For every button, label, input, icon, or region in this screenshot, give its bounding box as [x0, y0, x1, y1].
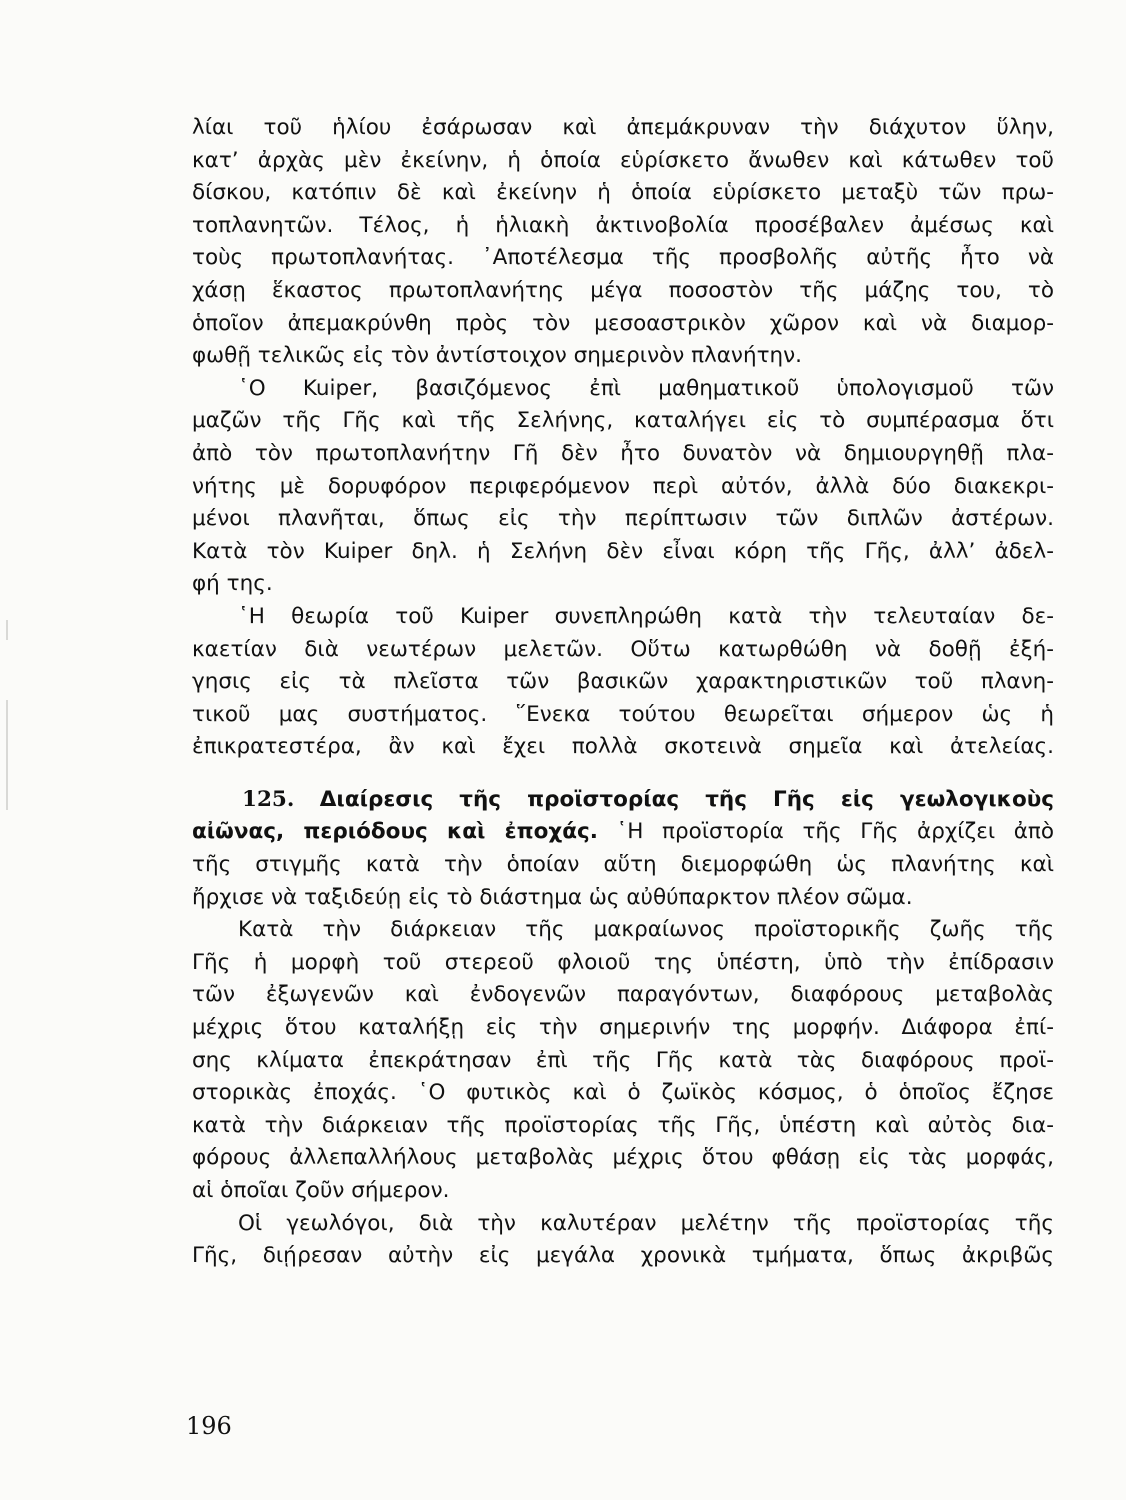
paragraph-1: [192, 112, 1054, 373]
text-line: ῾Η θεωρία τοῦ Kuiper συνεπληρώθη κατὰ τὴν τελευταίαν δε-: [238, 603, 1054, 629]
paragraph-2: [192, 373, 1054, 601]
page-number: 196: [186, 1412, 232, 1440]
section-heading-continued: [192, 816, 1054, 849]
text-line: τοπλανητῶν. Τέλος, ἡ ἡλιακὴ ἀκτινοβολία προσέβαλεν ἀμέσως καὶ: [192, 212, 1054, 238]
paragraph-5: [192, 1208, 1054, 1273]
text-line: ἤρχισε νὰ ταξιδεύῃ εἰς τὸ διάστημα ὡς αὐθύπαρκτον πλέον σῶμα.: [192, 884, 913, 910]
scan-margin-mark: [6, 620, 8, 640]
text-line: μέχρις ὅτου καταλήξῃ εἰς τὴν σημερινήν της μορφήν. Διάφορα ἐπί-: [192, 1015, 1054, 1041]
text-line: καετίαν διὰ νεωτέρων μελετῶν. Οὕτω κατωρθώθη νὰ δοθῇ ἐξή-: [192, 636, 1054, 662]
section-title: Διαίρεσις τῆς προϊστορίας τῆς Γῆς εἰς γεωλογικοὺς: [319, 786, 1054, 812]
text-line: γησις εἰς τὰ πλεῖστα τῶν βασικῶν χαρακτηριστικῶν τοῦ πλανη-: [192, 669, 1054, 695]
text-line: ὁποῖον ἀπεμακρύνθη πρὸς τὸν μεσοαστρικὸν χῶρον καὶ νὰ διαμορ-: [192, 310, 1054, 336]
text-line: φωθῇ τελικῶς εἰς τὸν ἀντίστοιχον σημερινὸν πλανήτην.: [192, 343, 802, 369]
text-line: Γῆς, διῄρεσαν αὐτὴν εἰς μεγάλα χρονικὰ τμήματα, ὅπως ἀκριβῶς: [192, 1243, 1054, 1269]
text-line: φή της.: [192, 571, 273, 597]
section-number: 125.: [242, 786, 295, 812]
text-line: νήτης μὲ δορυφόρον περιφερόμενον περὶ αὐτόν, ἀλλὰ δύο διακεκρι-: [192, 473, 1054, 499]
section-125: [192, 784, 1054, 914]
text-line: τικοῦ μας συστήματος. ῞Ενεκα τούτου θεωρεῖται σήμερον ὡς ἡ: [192, 701, 1054, 727]
text-line: στορικὰς ἐποχάς. ῾Ο φυτικὸς καὶ ὁ ζωϊκὸς κόσμος, ὁ ὁποῖος ἔζησε: [192, 1080, 1054, 1106]
text-line: Κατὰ τὸν Kuiper δηλ. ἡ Σελήνη δὲν εἶναι κόρη τῆς Γῆς, ἀλλ’ ἀδελ-: [192, 538, 1054, 564]
section-text-start: ῾Η προϊστορία τῆς Γῆς ἀρχίζει ἀπὸ: [597, 819, 1054, 845]
text-line: ῾Ο Kuiper, βασιζόμενος ἐπὶ μαθηματικοῦ ὑπολογισμοῦ τῶν: [238, 375, 1054, 401]
text-line: αἱ ὁποῖαι ζοῦν σήμερον.: [192, 1178, 450, 1203]
text-line: σης κλίματα ἐπεκράτησαν ἐπὶ τῆς Γῆς κατὰ τὰς διαφόρους προϊ-: [192, 1047, 1054, 1073]
section-title-end: αἰῶνας, περιόδους καὶ ἐποχάς.: [192, 819, 598, 845]
text-line: τῶν ἐξωγενῶν καὶ ἐνδογενῶν παραγόντων, διαφόρους μεταβολὰς: [192, 982, 1054, 1008]
paragraph-4: [192, 914, 1054, 1207]
page-text: [192, 112, 1054, 1273]
text-line: ἀπὸ τὸν πρωτοπλανήτην Γῆ δὲν ἦτο δυνατὸν νὰ δημιουργηθῇ πλα-: [192, 440, 1054, 466]
paragraph-3: [192, 601, 1054, 764]
scan-margin-mark: [6, 700, 8, 810]
text-line: τοὺς πρωτοπλανήτας. ᾿Αποτέλεσμα τῆς προσβολῆς αὐτῆς ἦτο νὰ: [192, 245, 1054, 271]
text-line: κατὰ τὴν διάρκειαν τῆς προϊστορίας τῆς Γῆς, ὑπέστη καὶ αὐτὸς δια-: [192, 1112, 1054, 1138]
text-line: Κατὰ τὴν διάρκειαν τῆς μακραίωνος προϊστορικῆς ζωῆς τῆς: [238, 917, 1054, 943]
text-line: ἐπικρατεστέρα, ἂν καὶ ἔχει πολλὰ σκοτεινὰ σημεῖα καὶ ἀτελείας.: [192, 734, 1054, 760]
text-line: Γῆς ἡ μορφὴ τοῦ στερεοῦ φλοιοῦ της ὑπέστη, ὑπὸ τὴν ἐπίδρασιν: [192, 949, 1054, 975]
text-line: μένοι πλανῆται, ὅπως εἰς τὴν περίπτωσιν τῶν διπλῶν ἀστέρων.: [192, 506, 1054, 532]
text-line: τῆς στιγμῆς κατὰ τὴν ὁποίαν αὕτη διεμορφώθη ὡς πλανήτης καὶ: [192, 852, 1054, 878]
text-line: κατ’ ἀρχὰς μὲν ἐκείνην, ἡ ὁποία εὑρίσκετο ἄνωθεν καὶ κάτωθεν τοῦ: [192, 147, 1054, 173]
text-line: λίαι τοῦ ἡλίου ἐσάρωσαν καὶ ἀπεμάκρυναν τὴν διάχυτον ὕλην,: [192, 115, 1054, 140]
text-line: μαζῶν τῆς Γῆς καὶ τῆς Σελήνης, καταλήγει εἰς τὸ συμπέρασμα ὅτι: [192, 408, 1054, 434]
text-line: φόρους ἀλλεπαλλήλους μεταβολὰς μέχρις ὅτου φθάσῃ εἰς τὰς μορφάς,: [192, 1145, 1054, 1171]
text-line: δίσκου, κατόπιν δὲ καὶ ἐκείνην ἡ ὁποία εὑρίσκετο μεταξὺ τῶν πρω-: [192, 180, 1054, 206]
text-line: Οἱ γεωλόγοι, διὰ τὴν καλυτέραν μελέτην τῆς προϊστορίας τῆς: [238, 1210, 1054, 1236]
text-line: χάσῃ ἕκαστος πρωτοπλανήτης μέγα ποσοστὸν τῆς μάζης του, τὸ: [192, 277, 1054, 303]
section-heading: [192, 784, 1054, 817]
